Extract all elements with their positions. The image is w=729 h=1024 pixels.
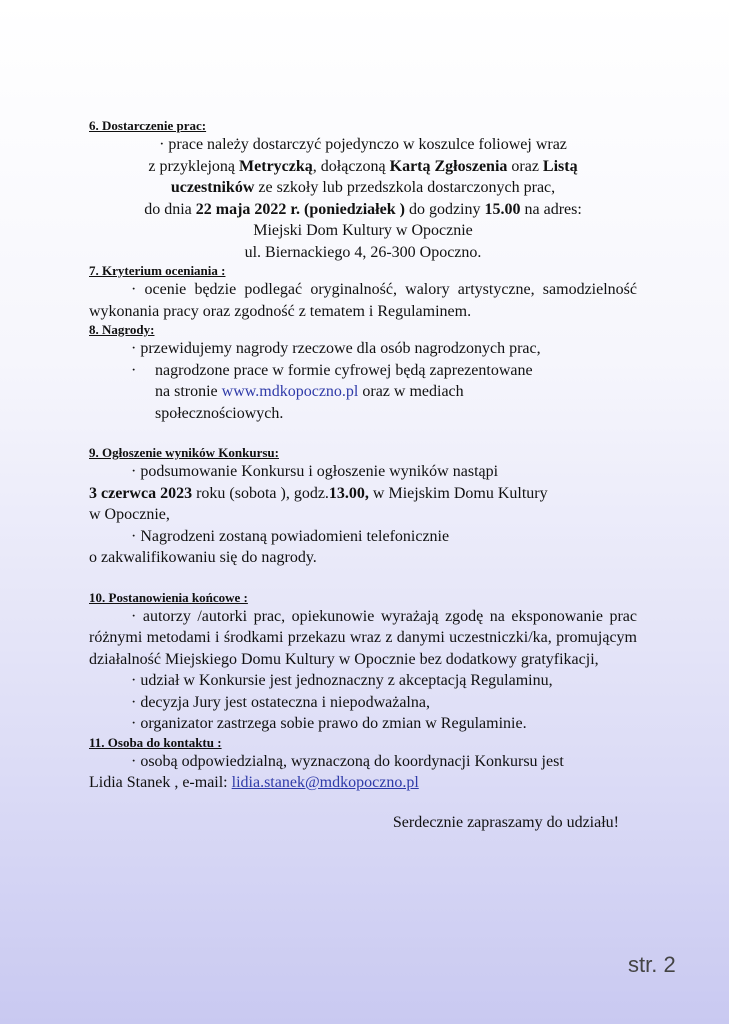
s9-line-4: · Nagrodzeni zostaną powiadomieni telefonicznie	[131, 527, 450, 545]
spacer	[89, 424, 637, 445]
s9-line-3: w Opocznie,	[89, 506, 170, 523]
s10-bullet-2: · decyzja Jury jest ostateczna i niepodważalna,	[131, 693, 430, 711]
s9-line-5: o zakwalifikowaniu się do nagrody.	[89, 549, 317, 566]
s6-karta: Kartą Zgłoszenia	[389, 157, 508, 175]
section-7-heading: 7. Kryterium oceniania :	[89, 263, 226, 278]
s7-paragraph: · ocenie będzie podlegać oryginalność, walory artystyczne, samodzielność wykonania pracy oraz zgodność z tematem i Regulaminem.	[89, 281, 637, 320]
s6-line-5: Miejski Dom Kultury w Opocznie	[253, 222, 473, 239]
s9-line-1: · podsumowanie Konkursu i ogłoszenie wyników nastąpi	[131, 463, 499, 480]
s11-line-2	[89, 772, 637, 794]
s9-date: 3 czerwca 2023	[89, 484, 193, 502]
s6-l4e: na adres:	[520, 200, 582, 218]
s8-l3a: na stronie	[155, 383, 222, 400]
s6-l4c: do godziny	[404, 200, 485, 218]
s8-line-3	[155, 381, 533, 403]
section-11-heading: 11. Osoba do kontaktu :	[89, 734, 222, 750]
s11-l2a: Lidia Stanek , e-mail:	[89, 774, 232, 791]
s11-line-1: · osobą odpowiedzialną, wyznaczoną do koordynacji Konkursu jest	[131, 752, 564, 770]
bullet-dot: ·	[131, 361, 137, 379]
s8-line-1: · przewidujemy nagrody rzeczowe dla osób nagrodzonych prac,	[131, 340, 541, 357]
s8-item-text	[155, 360, 533, 425]
s6-metryczka: Metryczką	[239, 157, 313, 175]
s6-line-1	[89, 134, 637, 156]
s6-l2a: z przyklejoną	[148, 157, 240, 175]
section-10-heading: 10. Postanowienia końcowe :	[89, 589, 248, 605]
s6-l3b: ze szkoły lub przedszkola dostarczonych prac,	[254, 179, 556, 196]
s6-l4a: do dnia	[144, 200, 196, 218]
s6-line-3	[89, 177, 637, 199]
s6-line-4	[89, 199, 637, 221]
s6-lista: Listą	[542, 157, 578, 175]
s9-line-2	[89, 483, 637, 505]
s9-hour: 13.00,	[328, 484, 369, 502]
s10-paragraph: · autorzy /autorki prac, opiekunowie wyrażają zgodę na eksponowanie prac różnymi metodami i środkami przekazu wraz z danymi uczestniczki/ka, promującym działalność Miejskiego Domu Kultury w Opocznie bez dodatkowy gratyfikacji,	[89, 607, 637, 668]
s8-line-4: społecznościowych.	[155, 404, 284, 422]
s9-l2d: w Miejskim Domu Kultury	[368, 484, 548, 502]
section-6-heading: 6. Dostarczenie prac:	[89, 118, 207, 133]
closing-line: Serdecznie zapraszamy do udziału!	[392, 813, 619, 831]
page-number: str. 2	[628, 952, 676, 977]
s6-uczestnikow: uczestników	[170, 179, 255, 196]
s6-hour: 15.00	[484, 200, 521, 218]
email-link[interactable]: lidia.stanek@mdkopoczno.pl	[231, 774, 419, 791]
s6-date: 22 maja 2022 r. (poniedziałek )	[195, 200, 405, 218]
s6-l2e: oraz	[507, 157, 543, 175]
s8-line-2: nagrodzone prace w formie cyfrowej będą zaprezentowane	[155, 361, 533, 379]
s6-line-6: ul. Biernackiego 4, 26-300 Opoczno.	[244, 243, 482, 261]
spacer	[89, 794, 637, 812]
s8-list-item	[89, 360, 637, 425]
s10-bullet-3: · organizator zastrzega sobie prawo do zmian w Regulaminie.	[131, 715, 527, 732]
s10-bullet-1: · udział w Konkursie jest jednoznaczny z akceptacją Regulaminu,	[131, 672, 553, 689]
s6-l2c: , dołączoną	[312, 157, 390, 175]
s6-l1: · prace należy dostarczyć pojedynczo w koszulce foliowej wraz	[159, 136, 567, 153]
section-8-heading: 8. Nagrody:	[89, 322, 155, 337]
s6-line-2	[89, 156, 637, 178]
s8-l3c: oraz w mediach	[358, 383, 464, 400]
section-9-heading: 9. Ogłoszenie wyników Konkursu:	[89, 445, 279, 460]
s9-l2b: roku (sobota ), godz.	[192, 484, 329, 502]
website-link[interactable]: www.mdkopoczno.pl	[221, 383, 359, 400]
spacer	[89, 569, 637, 590]
document-page	[89, 118, 637, 833]
